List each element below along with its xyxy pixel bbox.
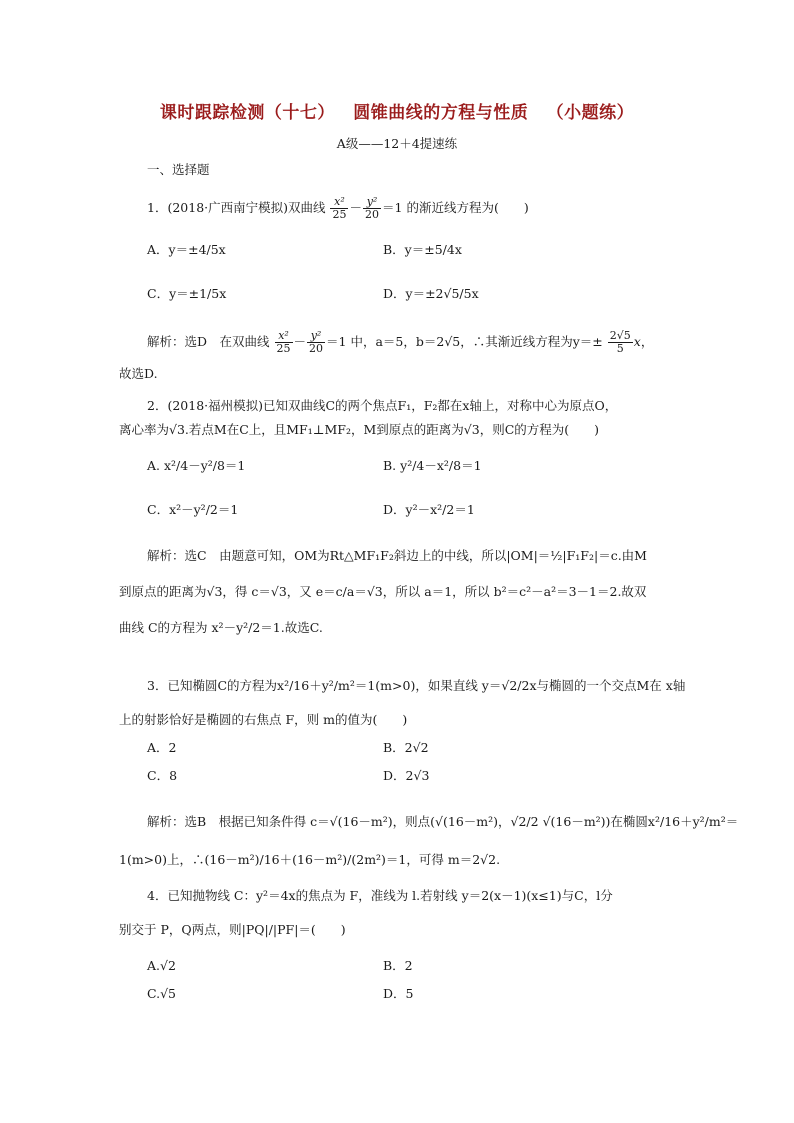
q1-sol-fraction-y: $\frac{\text{y²}}{20}$ <box>309 329 324 355</box>
q1-solution-end: 故选D. <box>119 366 158 381</box>
q3-stem-line-2: 上的射影恰好是椭圆的右焦点 F，则 m的值为( ) <box>119 712 408 727</box>
q3-stem-line-1: 3．已知椭圆C的方程为x²/16＋y²/m²＝1(m>0)，如果直线 y＝√2/2x与椭圆的一个交点M在 x轴 <box>147 678 686 693</box>
q1-sol-fraction-x: $\frac{\text{x²}}{25}$ <box>276 329 291 355</box>
section-heading: 一、选择题 <box>147 162 210 177</box>
q1-fraction-x: $\frac{\text{x²}}{25}$ <box>332 195 347 221</box>
q1-sol-fraction-asymptote: $\frac{2√5}{5}$ <box>609 329 631 355</box>
q1-option-c: C．y＝±1/5x <box>147 286 227 301</box>
title-part-3: （小题练） <box>546 103 635 123</box>
q3-solution-line-1: 解析：选B 根据已知条件得 c＝√(16－m²)，则点(√(16－m²)，√2/2 √(16－m²))在椭圆x²/16＋y²/m²＝ <box>147 814 739 829</box>
q1-option-b: B．y＝±5/4x <box>383 242 462 257</box>
q1-option-a: A．y＝±4/5x <box>147 242 226 257</box>
q1-fraction-y: $\frac{\text{y²}}{20}$ <box>365 195 379 221</box>
q1-stem-b: 的渐近线方程为( ) <box>406 200 529 215</box>
q2-stem-line-1: 2．(2018·福州模拟)已知双曲线C的两个焦点F₁，F₂都在x轴上，对称中心为原点O， <box>147 398 618 413</box>
q1-solution-a: 解析：选D 在双曲线 <box>147 334 270 349</box>
q1-solution: 解析：选D 在双曲线 $\frac{\text{x²}}{25}$ － $\frac{\text{y²}}{20}$ ＝1 中，a＝5，b＝2√5，∴其渐近线方程为y＝± $\frac{2√5}{5}$ x， <box>147 329 654 355</box>
q3-option-a: A．2 <box>147 740 177 755</box>
q1-solution-b: 中，a＝5，b＝2√5，∴其渐近线方程为y＝± <box>350 334 603 349</box>
q4-option-d: D．5 <box>383 986 414 1001</box>
q4-stem-line-2: 别交于 P，Q两点，则|PQ|/|PF|＝( ) <box>119 922 346 937</box>
level-subtitle: A级——12＋4提速练 <box>336 136 458 151</box>
q1-stem: 1．(2018·广西南宁模拟)双曲线 $\frac{\text{x²}}{25}$ － $\frac{\text{y²}}{20}$ ＝1 的渐近线方程为( ) <box>147 195 529 221</box>
q3-option-d: D．2√3 <box>383 768 430 783</box>
page-title <box>0 98 794 123</box>
q2-option-d: D．y²－x²/2＝1 <box>383 502 475 517</box>
q2-solution-line-2: 到原点的距离为√3，得 c＝√3，又 e＝c/a＝√3，所以 a＝1，所以 b²＝c²－a²＝3－1＝2.故双 <box>119 584 647 599</box>
q4-option-c: C.√5 <box>147 986 177 1001</box>
title-part-2: 圆锥曲线的方程与性质 <box>353 103 529 123</box>
q2-solution-line-3: 曲线 C的方程为 x²－y²/2＝1.故选C. <box>119 620 323 635</box>
q1-stem-a: 1．(2018·广西南宁模拟)双曲线 <box>147 200 326 215</box>
q2-option-c: C．x²－y²/2＝1 <box>147 502 239 517</box>
q2-option-a: A. x²/4－y²/8＝1 <box>147 458 246 473</box>
q4-stem-line-1: 4．已知抛物线 C：y²＝4x的焦点为 F，准线为 l.若射线 y＝2(x－1)(x≤1)与C，l分 <box>147 888 613 903</box>
title-part-1: 课时跟踪检测（十七） <box>159 103 335 123</box>
q2-solution-line-1: 解析：选C 由题意可知，OM为Rt△MF₁F₂斜边上的中线，所以|OM|＝½|F₁F₂|＝c.由M <box>147 548 647 563</box>
q3-option-b: B．2√2 <box>383 740 429 755</box>
q2-stem-line-2: 离心率为√3.若点M在C上，且MF₁⊥MF₂，M到原点的距离为√3，则C的方程为( ) <box>119 422 600 437</box>
q4-option-a: A.√2 <box>147 958 176 973</box>
q1-option-d: D．y＝±2√5/5x <box>383 286 479 301</box>
q4-option-b: B．2 <box>383 958 413 973</box>
q3-option-c: C．8 <box>147 768 178 783</box>
q2-option-b: B. y²/4－x²/8＝1 <box>383 458 482 473</box>
q3-solution-line-2: 1(m>0)上，∴(16－m²)/16＋(16－m²)/(2m²)＝1，可得 m＝2√2. <box>119 852 501 867</box>
